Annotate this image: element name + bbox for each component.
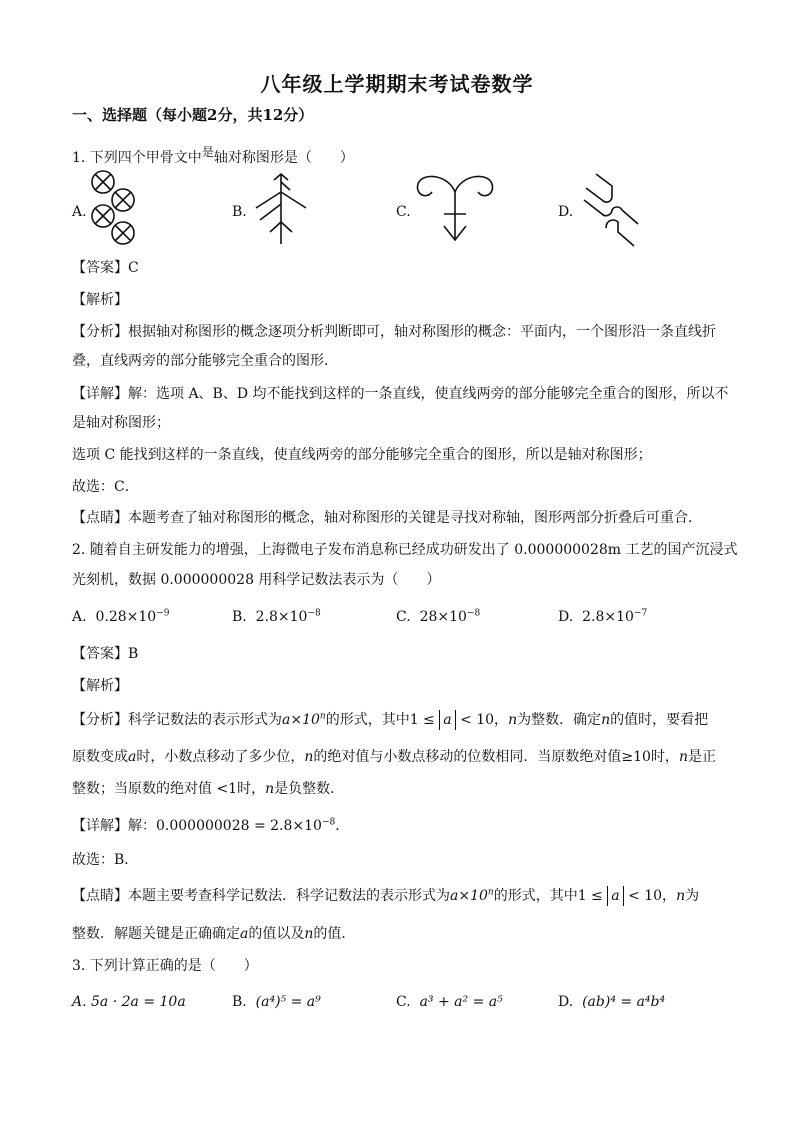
q1-analysis: 【解析】 bbox=[72, 292, 128, 308]
q2-dj-1f: < 10， bbox=[628, 888, 677, 904]
q2-dj-1g: n bbox=[676, 888, 686, 904]
q2-option-c-base: 28×10 bbox=[419, 609, 467, 625]
q2-option-b-label: B. bbox=[232, 609, 247, 625]
q2-option-b-base: 2.8×10 bbox=[255, 609, 308, 625]
q3-option-d bbox=[558, 992, 665, 1012]
q2-dj-2d: n bbox=[304, 926, 314, 942]
q3-option-c-label: C. bbox=[396, 994, 411, 1010]
q2-option-c-label: C. bbox=[396, 609, 411, 625]
oracle-figure-b-icon bbox=[250, 170, 312, 248]
q2-fenxi-1f: < 10， bbox=[460, 712, 509, 728]
q2-fenxi-2e: n bbox=[678, 749, 688, 765]
q2-stem-2: 光刻机，数据 0.000000028 用科学记数法表示为（ ） bbox=[72, 572, 441, 588]
q1-option-a-label: A. bbox=[72, 204, 87, 220]
q2-fenxi-1d: 的形式，其中1 ≤ bbox=[325, 712, 435, 728]
q1-answer: 【答案】C bbox=[72, 260, 139, 276]
q2-dj-1c: n bbox=[487, 887, 494, 898]
q2-option-a-label: A. bbox=[72, 609, 87, 625]
q1-option-d-label: D. bbox=[558, 204, 574, 220]
q2-option-a bbox=[72, 607, 169, 627]
q2-option-c bbox=[396, 607, 480, 627]
q1-fenxi-1: 【分析】根据轴对称图形的概念逐项分析判断即可，轴对称图形的概念：平面内，一个图形沿一条直线折 bbox=[72, 324, 716, 340]
q2-option-c-exp: −8 bbox=[466, 608, 481, 619]
q2-fenxi-3 bbox=[72, 779, 344, 799]
q2-option-b bbox=[232, 607, 321, 627]
q2-dj-2e: 的值． bbox=[313, 926, 356, 942]
q1-xiangjie-2: 是轴对称图形； bbox=[72, 415, 170, 431]
q2-fenxi-1g: n bbox=[508, 712, 518, 728]
oracle-figure-a-icon bbox=[88, 168, 140, 248]
q3-option-c-expr: a³ + a² = a⁵ bbox=[419, 994, 503, 1010]
q2-fenxi-2d: 的绝对值与小数点移动的位数相同．当原数绝对值≥10时， bbox=[313, 749, 679, 765]
q2-xiangjie-exp: −8 bbox=[321, 817, 336, 828]
q2-choose: 故选：B． bbox=[72, 852, 139, 868]
q2-fenxi-1c: n bbox=[319, 711, 326, 722]
q2-fenxi-3b: 是负整数． bbox=[274, 781, 345, 797]
q2-fenxi-2 bbox=[72, 747, 716, 767]
q2-dj-1b: a×10 bbox=[450, 888, 488, 904]
q1-option-c-label: C. bbox=[396, 204, 411, 220]
q2-stem-1: 2. 随着自主研发能力的增强，上海微电子发布消息称已经成功研发出了 0.000000028m 工艺的国产沉浸式 bbox=[72, 542, 738, 558]
q2-option-d-label: D. bbox=[558, 609, 574, 625]
q2-option-d-exp: −7 bbox=[633, 608, 648, 619]
page-title: 八年级上学期期末考试卷数学 bbox=[260, 72, 534, 96]
q2-fenxi-2a: a bbox=[128, 749, 137, 765]
q2-dj-2c: 的值以及 bbox=[248, 926, 305, 942]
q2-analysis: 【解析】 bbox=[72, 678, 128, 694]
q2-option-a-base: 0.28×10 bbox=[95, 609, 157, 625]
q3-option-d-expr: (ab)⁴ = a⁴b⁴ bbox=[582, 994, 666, 1010]
q2-fenxi-3a: n bbox=[265, 781, 275, 797]
q2-fenxi-2f: 是正 bbox=[687, 749, 716, 765]
q1-xiangjie-3: 选项 C 能找到这样的一条直线，使直线两旁的部分能够完全重合的图形，所以是轴对称图形； bbox=[72, 447, 652, 463]
q2-xiangjie-b: ． bbox=[335, 818, 350, 834]
q1-stem-text-a: 1. 下列四个甲骨文中 bbox=[72, 150, 202, 166]
q3-stem: 3. 下列计算正确的是（ ） bbox=[72, 958, 258, 974]
q2-dj-1d: 的形式，其中1 ≤ bbox=[493, 888, 603, 904]
q1-fenxi-2: 叠，直线两旁的部分能够完全重合的图形． bbox=[72, 353, 338, 369]
q2-fenxi-1h: 为整数．确定 bbox=[517, 712, 602, 728]
q2-dj-abs-a: a bbox=[607, 886, 623, 906]
q2-fenxi-3-text: 整数；当原数的绝对值 <1时， bbox=[72, 781, 266, 797]
q3-option-b-expr: (a⁴)⁵ = a⁹ bbox=[255, 994, 321, 1010]
q2-dj-1a: 【点睛】本题主要考查科学记数法．科学记数法的表示形式为 bbox=[72, 888, 450, 904]
q2-option-d bbox=[558, 607, 647, 627]
q2-xiangjie-a: 【详解】解：0.000000028 = 2.8×10 bbox=[72, 818, 322, 834]
q2-fenxi-1i: n bbox=[601, 712, 611, 728]
q2-fenxi-2c: n bbox=[304, 749, 314, 765]
q2-dj-2b: a bbox=[240, 926, 249, 942]
q1-stem-small: 是 bbox=[201, 145, 214, 159]
q2-dianjing-2 bbox=[72, 924, 355, 944]
q1-choose: 故选：C． bbox=[72, 479, 139, 495]
q2-fenxi-1b: a×10 bbox=[282, 712, 320, 728]
q2-answer: 【答案】B bbox=[72, 646, 139, 662]
q2-option-b-exp: −8 bbox=[307, 608, 321, 619]
section-heading: 一、选择题（每小题2分，共12分） bbox=[72, 106, 314, 124]
q2-fenxi-1 bbox=[72, 710, 708, 730]
q2-dj-2a: 整数．解题关键是正确确定 bbox=[72, 926, 240, 942]
q3-option-b-label: B. bbox=[232, 994, 247, 1010]
oracle-figure-d-icon bbox=[576, 170, 646, 248]
q2-fenxi-abs-a: a bbox=[439, 710, 455, 730]
q2-fenxi-2b: 时，小数点移动了多少位， bbox=[136, 749, 305, 765]
q1-dianjing: 【点睛】本题考查了轴对称图形的概念，轴对称图形的关键是寻找对称轴，图形两部分折叠后可重合． bbox=[72, 510, 702, 526]
q2-dianjing-1 bbox=[72, 886, 699, 906]
q1-stem-text-b: 轴对称图形是（ ） bbox=[213, 150, 354, 166]
q2-option-a-exp: −9 bbox=[156, 608, 170, 619]
q3-option-d-label: D. bbox=[558, 994, 574, 1010]
q3-option-c bbox=[396, 992, 503, 1012]
q1-option-b-label: B. bbox=[232, 204, 247, 220]
q2-fenxi-1j: 的值时，要看把 bbox=[610, 712, 709, 728]
q3-option-a: A. 5a · 2a = 10a bbox=[72, 994, 186, 1010]
oracle-figure-c-icon bbox=[414, 170, 496, 246]
q2-option-d-base: 2.8×10 bbox=[582, 609, 634, 625]
q2-dj-1h: 为 bbox=[685, 888, 700, 904]
q1-xiangjie-1: 【详解】解：选项 A、B、D 均不能找到这样的一条直线，使直线两旁的部分能够完全重合的图形，所以不 bbox=[72, 386, 729, 402]
q3-option-b bbox=[232, 992, 321, 1012]
q1-stem bbox=[72, 142, 354, 168]
q2-fenxi-2-text: 原数变成 bbox=[72, 749, 128, 765]
q2-xiangjie bbox=[72, 816, 349, 836]
q2-fenxi-1a: 【分析】科学记数法的表示形式为 bbox=[72, 712, 282, 728]
